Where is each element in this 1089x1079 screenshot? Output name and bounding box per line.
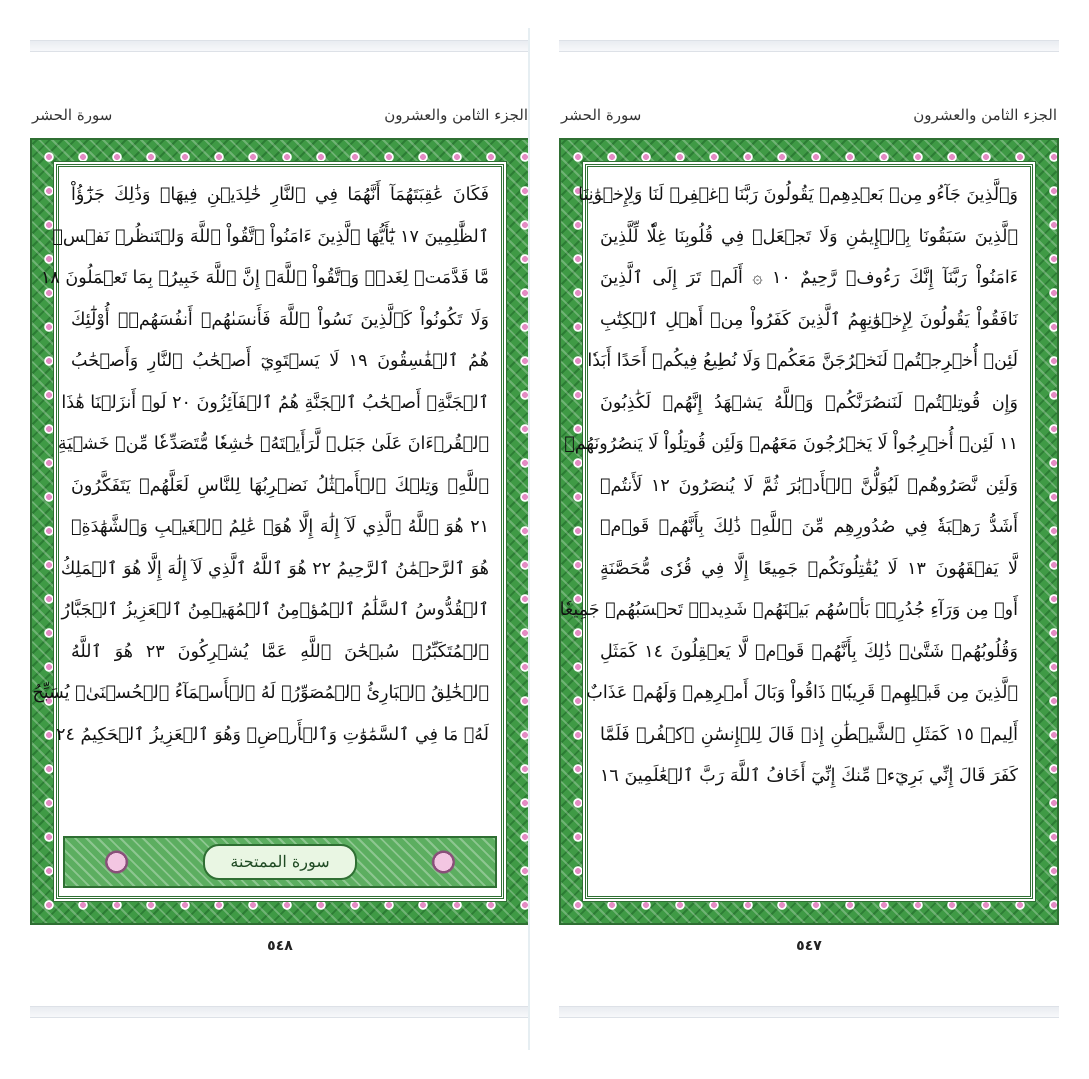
ornamental-frame — [559, 138, 1059, 925]
juz-label: الجزء الثامن والعشرون — [913, 106, 1057, 124]
verse-line: ٱلۡمُتَكَبِّرُۚ سُبۡحَٰنَ ٱللَّهِ عَمَّا يُشۡرِكُونَ ٢٣ هُوَ ٱللَّهُ — [71, 641, 489, 662]
page-bottom-bar — [559, 1006, 1059, 1018]
verse-line: هُوَ ٱلرَّحۡمَٰنُ ٱلرَّحِيمُ ٢٢ هُوَ ٱللَّهُ ٱلَّذِي لَآ إِلَٰهَ إِلَّا هُوَ ٱلۡمَلِكُ — [60, 558, 489, 579]
surah-label: سورة الحشر — [32, 106, 113, 124]
page-top-bar — [30, 40, 530, 52]
mushaf-page-547 — [559, 28, 1059, 1050]
page-divider — [528, 28, 530, 1050]
verse-line: ٱلۡخَٰلِقُ ٱلۡبَارِئُ ٱلۡمُصَوِّرُۖ لَهُ ٱلۡأَسۡمَآءُ ٱلۡحُسۡنَىٰۚ يُسَبِّحُ — [32, 683, 489, 703]
verse-line: ٱلۡجَنَّةِۚ أَصۡحَٰبُ ٱلۡجَنَّةِ هُمُ ٱلۡفَآئِزُونَ ٢٠ لَوۡ أَنزَلۡنَا هَٰذَا — [61, 392, 489, 413]
page-header — [559, 106, 1059, 134]
verse-text-block — [559, 175, 1019, 798]
text-panel — [559, 164, 1033, 899]
verse-line: وَإِن قُوتِلۡتُمۡ لَنَنصُرَنَّكُمۡ وَٱللَّهُ يَشۡهَدُ إِنَّهُمۡ لَكَٰذِبُونَ — [600, 392, 1018, 413]
verse-line: أَشَدُّ رَهۡبَةٗ فِي صُدُورِهِم مِّنَ ٱللَّهِۚ ذَٰلِكَ بِأَنَّهُمۡ قَوۡمٞ — [600, 517, 1018, 537]
verse-line: ٢١ هُوَ ٱللَّهُ ٱلَّذِي لَآ إِلَٰهَ إِلَّا هُوَۖ عَٰلِمُ ٱلۡغَيۡبِ وَٱلشَّهَٰدَةِۖ — [71, 517, 489, 537]
verse-text-block — [32, 175, 489, 756]
verse-line: لَّا يَفۡقَهُونَ ١٣ لَا يُقَٰتِلُونَكُمۡ جَمِيعًا إِلَّا فِي قُرٗى مُّحَصَّنَةٍ — [600, 558, 1018, 579]
verse-line: هُمُ ٱلۡفَٰسِقُونَ ١٩ لَا يَسۡتَوِيٓ أَصۡحَٰبُ ٱلنَّارِ وَأَصۡحَٰبُ — [71, 351, 489, 371]
page-number: ٥٤٨ — [267, 938, 293, 954]
juz-label: الجزء الثامن والعشرون — [384, 106, 528, 124]
verse-line: نَافَقُواْ يَقُولُونَ لِإِخۡوَٰنِهِمُ ٱلَّذِينَ كَفَرُواْ مِنۡ أَهۡلِ ٱلۡكِتَٰبِ — [600, 309, 1018, 330]
page-bottom-bar — [30, 1006, 530, 1018]
verse-line: ٱلظَّٰلِمِينَ ١٧ يَٰٓأَيُّهَا ٱلَّذِينَ ءَامَنُواْ ٱتَّقُواْ ٱللَّهَ وَلۡتَنظُرۡ نَفۡسٞ — [52, 226, 489, 247]
verse-line: وَلَا تَكُونُواْ كَٱلَّذِينَ نَسُواْ ٱللَّهَ فَأَنسَىٰهُمۡ أَنفُسَهُمۡۚ أُوْلَٰٓئِكَ — [71, 309, 489, 330]
page-header — [30, 106, 530, 134]
surah-title-plaque: سورة الممتحنة — [203, 844, 357, 880]
verse-line: مَّا قَدَّمَتۡ لِغَدٖۖ وَٱتَّقُواْ ٱللَّهَۚ إِنَّ ٱللَّهَ خَبِيرُۢ بِمَا تَعۡمَلُونَ ١٨ — [40, 268, 489, 288]
verse-line: وَٱلَّذِينَ جَآءُو مِنۢ بَعۡدِهِمۡ يَقُولُونَ رَبَّنَا ٱغۡفِرۡ لَنَا وَلِإِخۡوَٰنِنَا — [578, 185, 1018, 205]
verse-line: ٱلَّذِينَ سَبَقُونَا بِٱلۡإِيمَٰنِ وَلَا تَجۡعَلۡ فِي قُلُوبِنَا غِلّٗا لِّلَّذِينَ — [600, 226, 1018, 247]
verse-line: لَهُۥ مَا فِي ٱلسَّمَٰوَٰتِ وَٱلۡأَرۡضِۖ وَهُوَ ٱلۡعَزِيزُ ٱلۡحَكِيمُ ٢٤ — [56, 724, 489, 745]
verse-line: ٱلَّذِينَ مِن قَبۡلِهِمۡ قَرِيبٗاۖ ذَاقُواْ وَبَالَ أَمۡرِهِمۡ وَلَهُمۡ عَذَابٌ — [586, 683, 1018, 703]
verse-line: ٱلۡقُرۡءَانَ عَلَىٰ جَبَلٖ لَّرَأَيۡتَهُۥ خَٰشِعٗا مُّتَصَدِّعٗا مِّنۡ خَشۡيَةِ — [57, 434, 489, 454]
verse-line: وَلَئِن نَّصَرُوهُمۡ لَيُوَلُّنَّ ٱلۡأَدۡبَٰرَ ثُمَّ لَا يُنصَرُونَ ١٢ لَأَنتُمۡ — [600, 475, 1019, 496]
verse-line: ٱلۡقُدُّوسُ ٱلسَّلَٰمُ ٱلۡمُؤۡمِنُ ٱلۡمُهَيۡمِنُ ٱلۡعَزِيزُ ٱلۡجَبَّارُ — [61, 600, 489, 620]
verse-line: كَفَرَ قَالَ إِنِّي بَرِيٓءٞ مِّنكَ إِنِّيٓ أَخَافُ ٱللَّهَ رَبَّ ٱلۡعَٰلَمِينَ ١٦ — [600, 766, 1018, 786]
page-number: ٥٤٧ — [796, 938, 822, 954]
page-top-bar — [559, 40, 1059, 52]
verse-line: وَقُلُوبُهُمۡ شَتَّىٰۚ ذَٰلِكَ بِأَنَّهُمۡ قَوۡمٞ لَّا يَعۡقِلُونَ ١٤ كَمَثَلِ — [600, 641, 1019, 662]
verse-line: أَلِيمٞ ١٥ كَمَثَلِ ٱلشَّيۡطَٰنِ إِذۡ قَالَ لِلۡإِنسَٰنِ ٱكۡفُرۡ فَلَمَّا — [600, 724, 1018, 745]
surah-title-banner — [63, 836, 497, 888]
verse-line: ءَامَنُواْ رَبَّنَآ إِنَّكَ رَءُوفٞ رَّحِيمٌ ١٠ ۞ أَلَمۡ تَرَ إِلَى ٱلَّذِينَ — [600, 268, 1018, 288]
verse-line: فَكَانَ عَٰقِبَتَهُمَآ أَنَّهُمَا فِي ٱلنَّارِ خَٰلِدَيۡنِ فِيهَاۚ وَذَٰلِكَ جَزَٰٓؤُاْ — [71, 185, 489, 205]
verse-line: ٱللَّهِۚ وَتِلۡكَ ٱلۡأَمۡثَٰلُ نَضۡرِبُهَا لِلنَّاسِ لَعَلَّهُمۡ يَتَفَكَّرُونَ — [71, 475, 489, 496]
verse-line: لَئِنۡ أُخۡرِجۡتُمۡ لَنَخۡرُجَنَّ مَعَكُمۡ وَلَا نُطِيعُ فِيكُمۡ أَحَدًا أَبَدٗا — [587, 351, 1018, 371]
mushaf-page-548 — [30, 28, 530, 1050]
verse-line: ١١ لَئِنۡ أُخۡرِجُواْ لَا يَخۡرُجُونَ مَعَهُمۡ وَلَئِن قُوتِلُواْ لَا يَنصُرُونَهُمۡ — [564, 434, 1018, 454]
verse-line: أَوۡ مِن وَرَآءِ جُدُرِۭۚ بَأۡسُهُم بَيۡنَهُمۡ شَدِيدٞۚ تَحۡسَبُهُمۡ جَمِيعٗا — [559, 600, 1018, 620]
ornamental-frame — [30, 138, 530, 925]
surah-label: سورة الحشر — [561, 106, 642, 124]
text-panel — [32, 164, 504, 899]
